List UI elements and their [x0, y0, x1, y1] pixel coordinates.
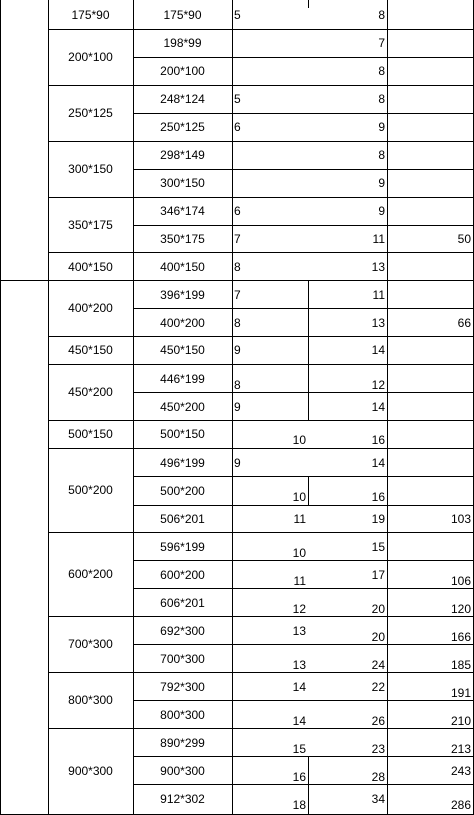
row-rule	[48, 364, 474, 365]
web-thickness: 10	[292, 433, 306, 447]
flange-thickness: 26	[371, 714, 385, 728]
section-size: 692*300	[160, 624, 205, 638]
last-column-value: 213	[450, 742, 471, 756]
group-label: 700*300	[68, 637, 113, 651]
web-thickness: 11	[293, 574, 306, 588]
section-size: 400*200	[160, 316, 205, 330]
flange-thickness: 15	[371, 540, 385, 554]
web-thickness: 10	[292, 546, 306, 560]
section-size: 250*125	[160, 120, 205, 134]
row-rule	[133, 392, 474, 393]
flange-thickness: 20	[371, 630, 385, 644]
section-size: 506*201	[160, 512, 205, 526]
flange-thickness: 13	[371, 316, 385, 330]
web-thickness: 12	[292, 602, 306, 616]
flange-thickness: 8	[378, 92, 385, 106]
section-size: 900*300	[160, 764, 205, 778]
section-size: 496*199	[160, 456, 205, 470]
column-divider	[308, 0, 309, 8]
section-size: 248*124	[160, 92, 205, 106]
row-rule	[48, 448, 474, 449]
flange-thickness: 7	[378, 36, 385, 50]
group-label: 500*150	[68, 427, 113, 441]
row-rule	[48, 29, 474, 30]
web-thickness: 6	[234, 204, 241, 218]
web-thickness: 8	[234, 378, 241, 392]
section-size: 700*300	[160, 652, 205, 666]
section-size: 912*302	[160, 792, 205, 806]
row-rule	[48, 616, 474, 617]
web-thickness: 13	[292, 658, 306, 672]
section-size: 500*200	[160, 484, 205, 498]
flange-thickness: 20	[371, 602, 385, 616]
row-rule	[133, 644, 474, 645]
flange-thickness: 14	[371, 343, 385, 357]
web-thickness: 10	[292, 490, 306, 504]
flange-thickness: 9	[378, 176, 385, 190]
row-rule	[48, 728, 474, 729]
section-divider	[0, 280, 48, 281]
row-rule	[48, 420, 474, 421]
row-rule	[133, 476, 474, 477]
row-rule	[133, 57, 474, 58]
section-size: 175*90	[163, 8, 202, 22]
group-label: 175*90	[71, 8, 110, 22]
flange-thickness: 11	[372, 288, 385, 302]
flange-thickness: 19	[371, 512, 385, 526]
column-divider	[308, 756, 309, 815]
flange-thickness: 9	[378, 204, 385, 218]
flange-thickness: 11	[372, 232, 385, 246]
group-label: 450*150	[68, 343, 113, 357]
column-divider	[232, 0, 233, 815]
web-thickness: 6	[234, 120, 241, 134]
group-label: 250*125	[68, 106, 113, 120]
group-label: 200*100	[68, 50, 113, 64]
web-thickness: 9	[234, 400, 241, 414]
section-size: 346*174	[160, 204, 205, 218]
row-rule	[48, 280, 474, 281]
section-size: 350*175	[160, 232, 205, 246]
row-rule	[133, 588, 474, 589]
group-label: 500*200	[68, 483, 113, 497]
last-column-value: 243	[450, 764, 471, 778]
row-rule	[133, 756, 474, 757]
last-column-value: 103	[450, 512, 471, 526]
flange-thickness: 8	[378, 148, 385, 162]
section-size: 792*300	[160, 680, 205, 694]
row-rule	[133, 505, 474, 506]
web-thickness: 15	[292, 742, 306, 756]
flange-thickness: 24	[371, 658, 385, 672]
flange-thickness: 23	[371, 742, 385, 756]
last-column-value: 210	[450, 714, 471, 728]
section-size: 300*150	[160, 176, 205, 190]
flange-thickness: 14	[371, 400, 385, 414]
flange-thickness: 17	[371, 568, 385, 582]
group-label: 800*300	[68, 693, 113, 707]
web-thickness: 9	[234, 343, 241, 357]
flange-thickness: 13	[371, 260, 385, 274]
row-rule	[133, 784, 474, 785]
web-thickness: 14	[292, 680, 306, 694]
last-column-value: 286	[450, 798, 471, 812]
group-label: 400*200	[68, 301, 113, 315]
group-label: 300*150	[68, 162, 113, 176]
flange-thickness: 8	[378, 64, 385, 78]
web-thickness: 14	[292, 714, 306, 728]
group-label: 600*200	[68, 567, 113, 581]
web-thickness: 11	[293, 512, 306, 526]
row-rule	[133, 113, 474, 114]
section-size: 450*200	[160, 400, 205, 414]
web-thickness: 7	[234, 288, 241, 302]
flange-thickness: 9	[378, 120, 385, 134]
web-thickness: 7	[234, 232, 241, 246]
row-rule	[133, 700, 474, 701]
section-size: 800*300	[160, 708, 205, 722]
section-size: 446*199	[160, 372, 205, 386]
web-thickness: 8	[234, 316, 241, 330]
web-thickness: 8	[234, 260, 241, 274]
flange-thickness: 28	[371, 770, 385, 784]
web-thickness: 13	[292, 624, 306, 638]
row-rule	[48, 197, 474, 198]
section-size: 400*150	[160, 260, 205, 274]
flange-thickness: 22	[371, 680, 385, 694]
table-border-left	[0, 0, 1, 815]
web-thickness: 16	[292, 770, 306, 784]
flange-thickness: 34	[371, 792, 385, 806]
row-rule	[133, 225, 474, 226]
last-column-value: 166	[450, 630, 471, 644]
row-rule	[48, 252, 474, 253]
row-rule	[133, 560, 474, 561]
group-label: 450*200	[68, 385, 113, 399]
web-thickness: 5	[234, 92, 241, 106]
flange-thickness: 8	[378, 8, 385, 22]
group-label: 900*300	[68, 764, 113, 778]
web-thickness: 5	[234, 8, 241, 22]
last-column-value: 66	[457, 316, 471, 330]
row-rule	[133, 308, 474, 309]
section-size: 596*199	[160, 540, 205, 554]
group-label: 400*150	[68, 260, 113, 274]
section-size: 396*199	[160, 288, 205, 302]
last-column-value: 191	[450, 686, 471, 700]
flange-thickness: 14	[371, 456, 385, 470]
section-size: 198*99	[163, 36, 202, 50]
section-size: 890*299	[160, 736, 205, 750]
last-column-value: 185	[450, 658, 471, 672]
row-rule	[48, 85, 474, 86]
column-divider	[308, 476, 309, 505]
group-label: 350*175	[68, 218, 113, 232]
last-column-value: 50	[457, 232, 471, 246]
web-thickness: 9	[234, 456, 241, 470]
row-rule	[48, 141, 474, 142]
column-divider	[387, 0, 388, 815]
flange-thickness: 16	[371, 490, 385, 504]
flange-thickness: 16	[371, 433, 385, 447]
section-size: 298*149	[160, 148, 205, 162]
last-column-value: 120	[450, 602, 471, 616]
section-size: 450*150	[160, 343, 205, 357]
row-rule	[48, 672, 474, 673]
section-size: 200*100	[160, 64, 205, 78]
web-thickness: 18	[292, 798, 306, 812]
section-size: 600*200	[160, 568, 205, 582]
section-size: 500*150	[160, 427, 205, 441]
column-divider	[308, 280, 309, 420]
row-rule	[48, 532, 474, 533]
row-rule	[133, 169, 474, 170]
section-size: 606*201	[160, 596, 205, 610]
row-rule	[48, 336, 474, 337]
last-column-value: 106	[450, 574, 471, 588]
flange-thickness: 12	[371, 378, 385, 392]
